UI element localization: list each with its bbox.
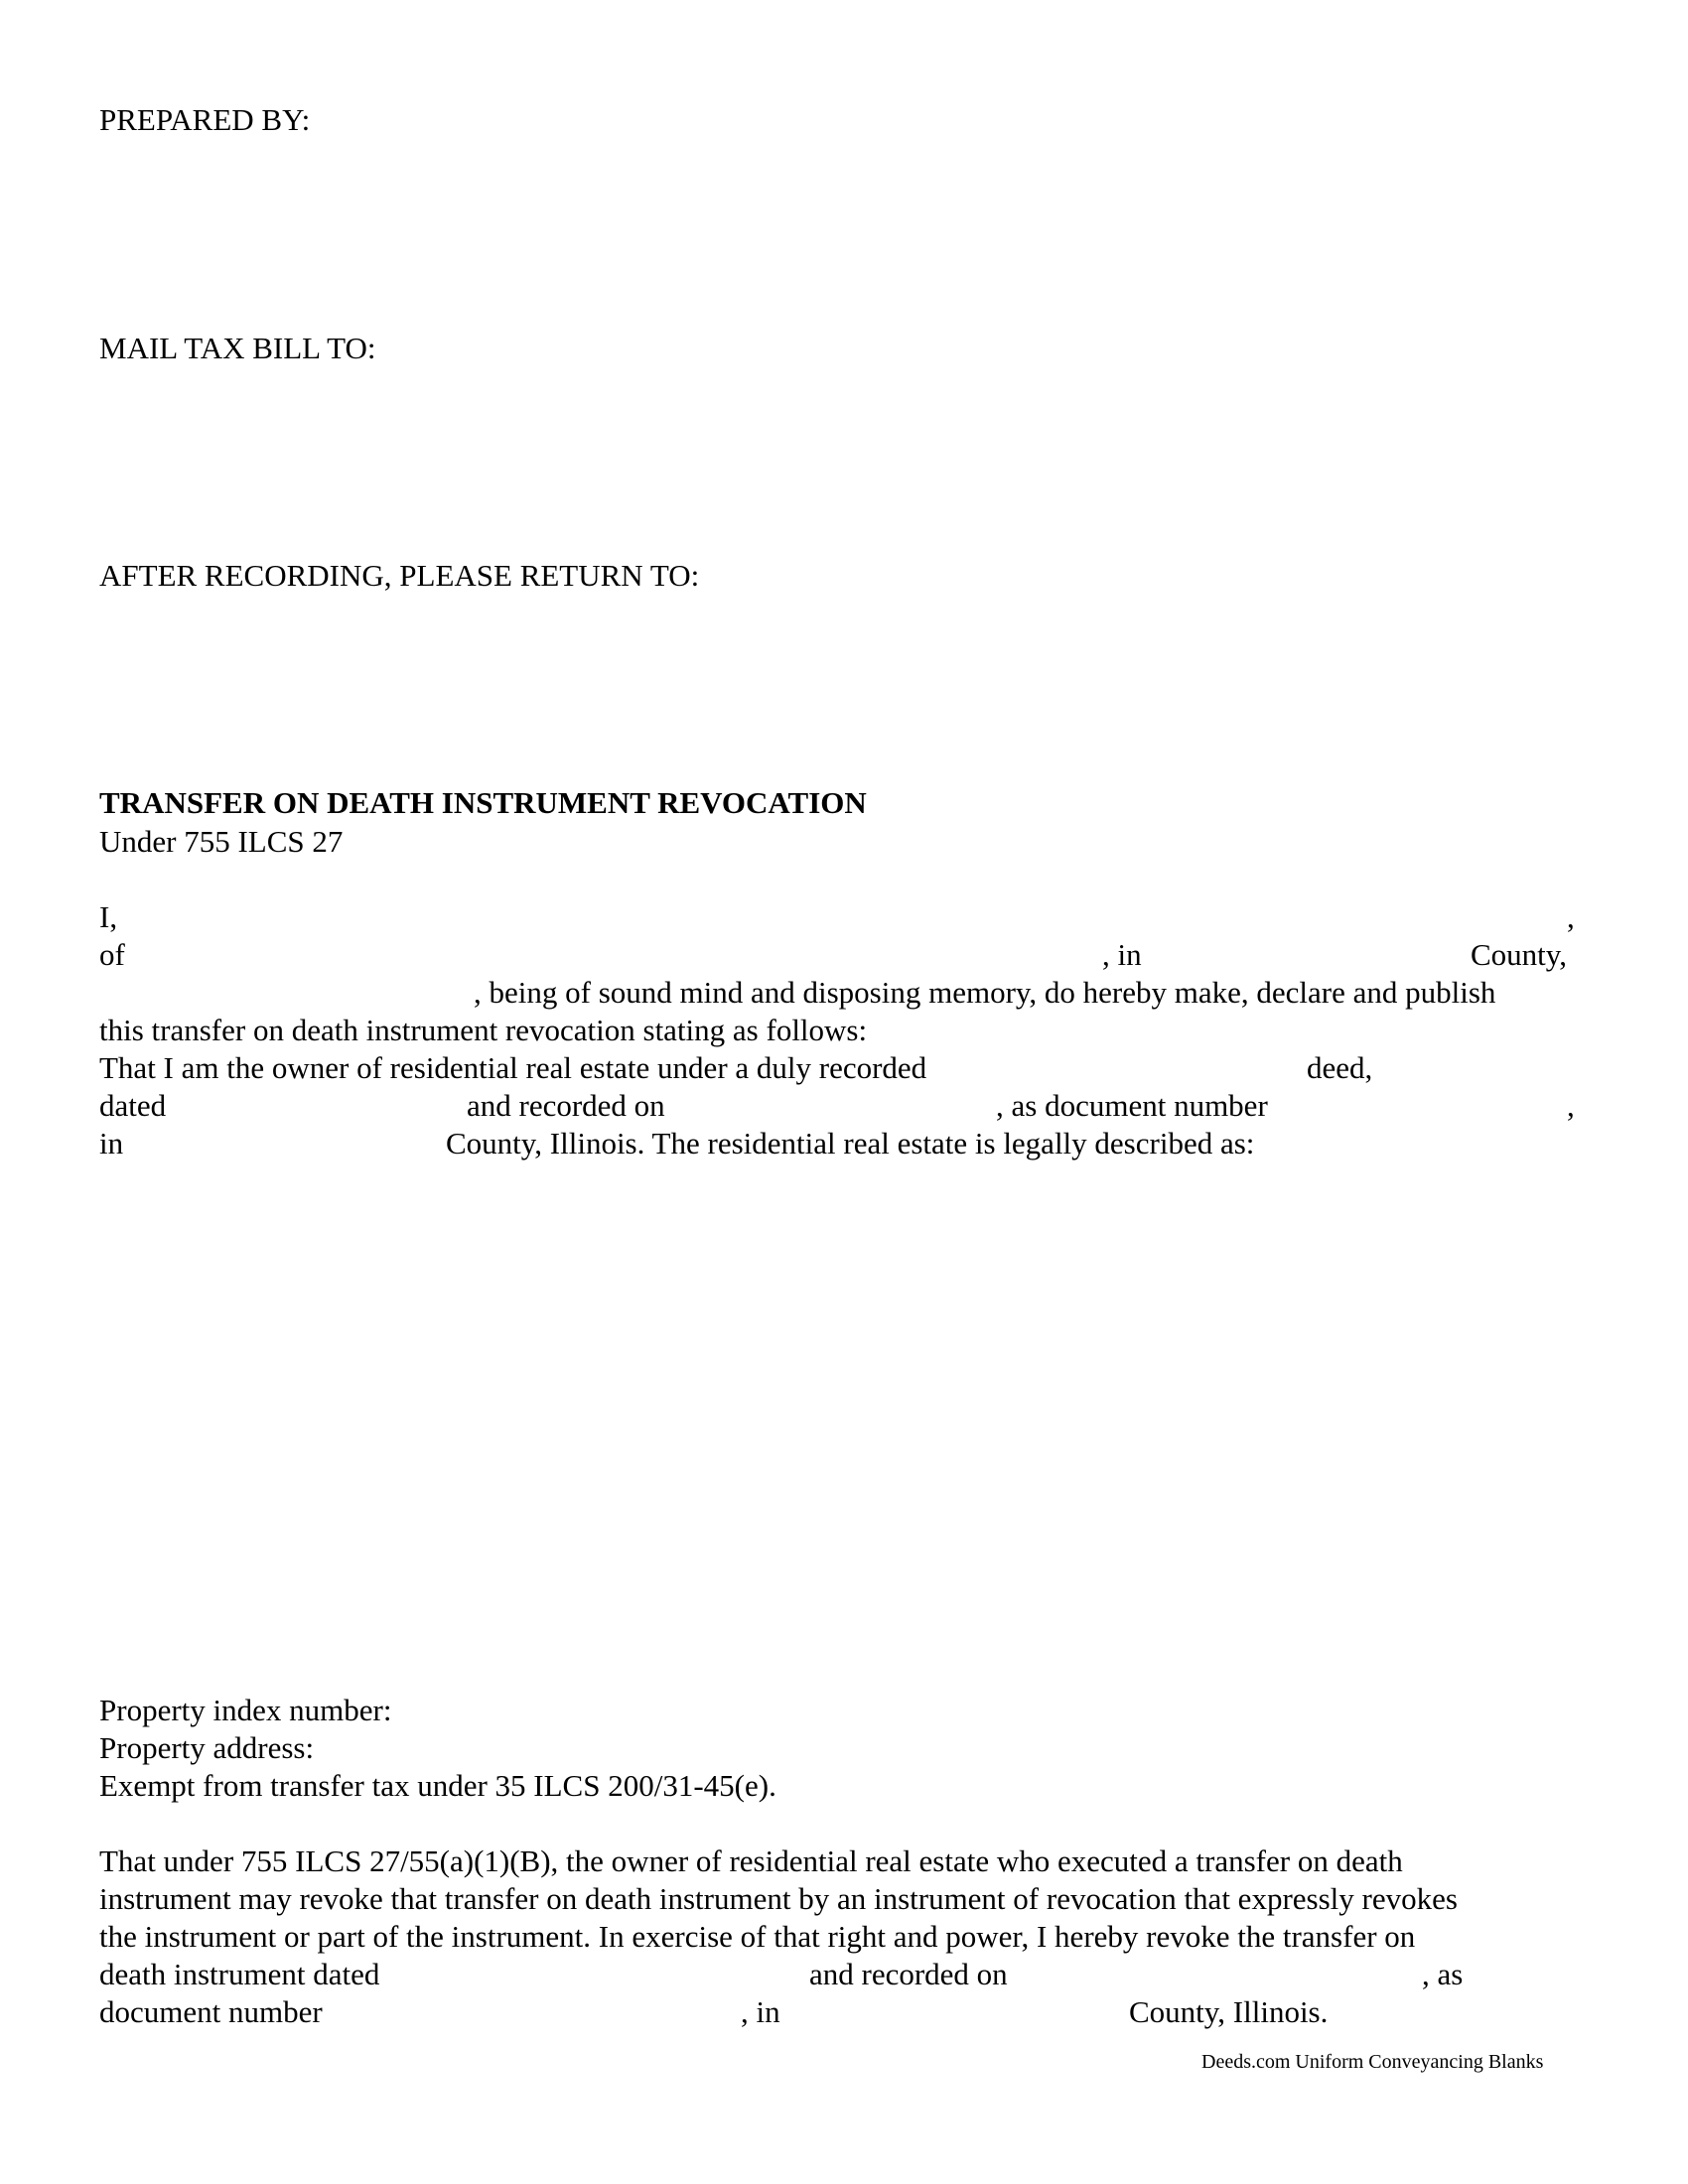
prepared-by-label: PREPARED BY:: [99, 102, 311, 137]
revocation-line-3: the instrument or part of the instrument. In exercise of that right and power, I hereby revoke the transfer on: [99, 1919, 1416, 1954]
revocation-line-4c: , as: [1422, 1957, 1464, 1991]
intro-in: , in: [1102, 937, 1142, 972]
revocation-line-5a: document number: [99, 1994, 323, 2029]
intro-in-2: in: [99, 1126, 124, 1160]
intro-dated: dated: [99, 1088, 167, 1123]
property-index-number: Property index number:: [99, 1693, 392, 1727]
intro-county-illinois: County, Illinois. The residential real estate is legally described as:: [446, 1126, 1255, 1160]
revocation-line-5b: , in: [741, 1994, 780, 2029]
intro-comma-2: ,: [1567, 1088, 1575, 1123]
intro-i: I,: [99, 899, 118, 934]
intro-line-5b: deed,: [1307, 1050, 1373, 1085]
revocation-line-2: instrument may revoke that transfer on death instrument by an instrument of revocation that expressly revokes: [99, 1881, 1458, 1916]
footer-credit: Deeds.com Uniform Conveyancing Blanks: [1201, 2051, 1544, 2073]
intro-comma-1: ,: [1567, 899, 1575, 934]
intro-county: County,: [1471, 937, 1568, 972]
document-title: TRANSFER ON DEATH INSTRUMENT REVOCATION: [99, 785, 867, 820]
revocation-line-5c: County, Illinois.: [1129, 1994, 1329, 2029]
intro-as-doc-number: , as document number: [996, 1088, 1268, 1123]
after-recording-label: AFTER RECORDING, PLEASE RETURN TO:: [99, 558, 700, 593]
revocation-line-1: That under 755 ILCS 27/55(a)(1)(B), the owner of residential real estate who executed a transfer on death: [99, 1843, 1403, 1878]
intro-line-4: this transfer on death instrument revocation stating as follows:: [99, 1013, 868, 1047]
exempt-statement: Exempt from transfer tax under 35 ILCS 200/31-45(e).: [99, 1768, 776, 1803]
intro-sound-mind: , being of sound mind and disposing memory, do hereby make, declare and publish: [474, 975, 1496, 1010]
revocation-line-4b: and recorded on: [809, 1957, 1008, 1991]
intro-of: of: [99, 937, 125, 972]
revocation-line-4a: death instrument dated: [99, 1957, 380, 1991]
property-address: Property address:: [99, 1730, 315, 1765]
document-subtitle: Under 755 ILCS 27: [99, 824, 344, 859]
intro-recorded-on: and recorded on: [467, 1088, 665, 1123]
mail-tax-bill-label: MAIL TAX BILL TO:: [99, 331, 376, 365]
intro-line-5a: That I am the owner of residential real estate under a duly recorded: [99, 1050, 927, 1085]
